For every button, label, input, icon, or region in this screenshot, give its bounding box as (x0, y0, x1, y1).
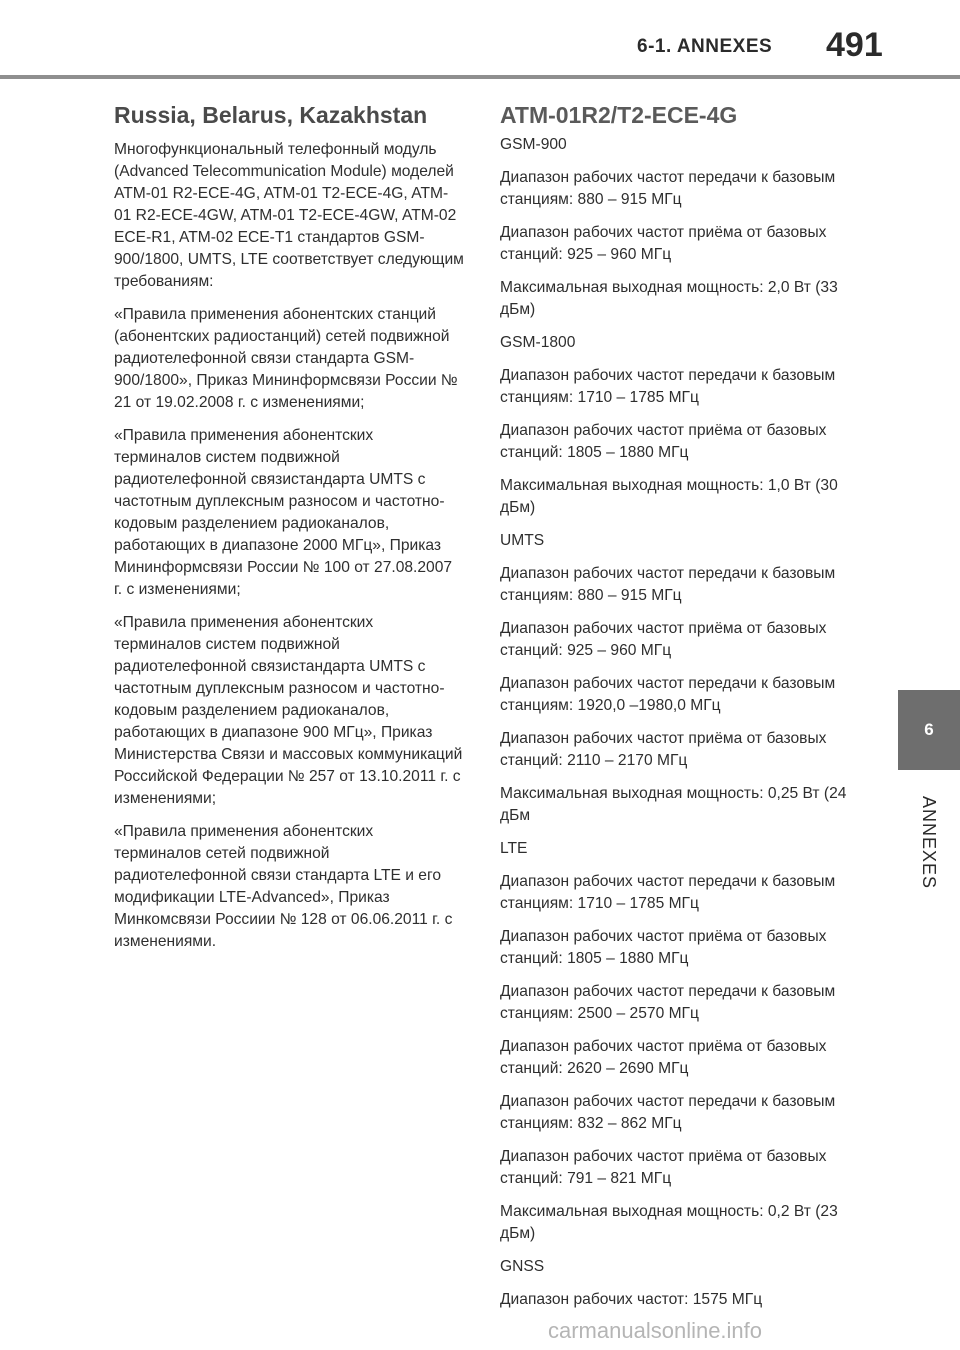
spec-line: Диапазон рабочих частот приёма от базовых станций: 1805 – 1880 МГц (500, 422, 827, 461)
chapter-label (900, 792, 958, 892)
band-label: UMTS (500, 532, 545, 549)
band-label: GSM-900 (500, 136, 567, 153)
model-heading: ATM-01R2/T2-ECE-4G (500, 102, 738, 128)
region-heading: Russia, Belarus, Kazakhstan (114, 102, 428, 128)
spec-line: Диапазон рабочих частот приёма от базовых станций: 2620 – 2690 МГц (500, 1038, 827, 1077)
spec-line: Диапазон рабочих частот передачи к базовым станциям: 880 – 915 МГц (500, 169, 836, 208)
left-paragraph: «Правила применения абонентских терминалов систем подвижной радиотелефонной связистандарта UMTS с частотным дуплексным разносом и частотно-кодовым разделением радиоканалов, работающих в диапазоне 2000 МГц», Приказ Мининформсвязи России № 100 от 27.08.2007 г. с изменениями; (114, 427, 453, 598)
chapter-number: 6 (924, 720, 934, 739)
right-column (500, 100, 852, 1322)
left-column (114, 100, 464, 964)
spec-line: Диапазон рабочих частот передачи к базовым станциям: 1710 – 1785 МГц (500, 873, 836, 912)
left-paragraph: «Правила применения абонентских терминалов сетей подвижной радиотелефонной связи стандарта LTE и его модификации LTE-Advanced», Приказ Минкомсвязи Россиии № 128 от 06.06.2011 г. с изменениями. (114, 823, 453, 950)
band-label: LTE (500, 840, 528, 857)
left-paragraph: Многофункциональный телефонный модуль (Advanced Telecommunication Module) моделей ATM-01 R2-ECE-4G, ATM-01 T2-ECE-4G, ATM-01 R2-ECE-4GW, ATM-01 T2-ECE-4GW, ATM-02 ECE-R1, ATM-02 ECE-T1 стандартов GSM-900/1800, UMTS, LTE соответствует следующим требованиям: (114, 141, 464, 290)
spec-line: Максимальная выходная мощность: 2,0 Вт (33 дБм) (500, 279, 838, 318)
band-label: GSM-1800 (500, 334, 576, 351)
spec-line: Диапазон рабочих частот приёма от базовых станций: 791 – 821 МГц (500, 1148, 827, 1187)
section-title: 6-1. ANNEXES (637, 36, 773, 57)
spec-line: Диапазон рабочих частот: 1575 МГц (500, 1291, 763, 1308)
spec-line: Диапазон рабочих частот передачи к базовым станциям: 880 – 915 МГц (500, 565, 836, 604)
spec-line: Диапазон рабочих частот передачи к базовым станциям: 832 – 862 МГц (500, 1093, 836, 1132)
page-number: 491 (826, 26, 883, 64)
watermark: carmanualsonline.info (548, 1318, 763, 1343)
spec-line: Максимальная выходная мощность: 1,0 Вт (30 дБм) (500, 477, 838, 516)
spec-line: Диапазон рабочих частот передачи к базовым станциям: 1710 – 1785 МГц (500, 367, 836, 406)
spec-line: Максимальная выходная мощность: 0,25 Вт (24 дБм (500, 785, 847, 824)
spec-line: Диапазон рабочих частот приёма от базовых станций: 925 – 960 МГц (500, 224, 827, 263)
chapter-label-text: ANNEXES (919, 795, 940, 889)
left-paragraph: «Правила применения абонентских станций (абонентских радиостанций) сетей подвижной радиотелефонной связи стандарта GSM-900/1800», Приказ Мининформсвязи России № 21 от 19.02.2008 г. с изменениями; (114, 306, 458, 411)
left-paragraph: «Правила применения абонентских терминалов систем подвижной радиотелефонной связистандарта UMTS с частотным дуплексным разносом и частотно-кодовым разделением радиоканалов, работающих в диапазоне 900 МГц», Приказ Министерства Связи и массовых коммуникаций Российской Федерации № 257 от 13.10.2011 г. с изменениями; (114, 614, 463, 807)
header-divider (0, 75, 960, 79)
spec-line: Диапазон рабочих частот приёма от базовых станций: 1805 – 1880 МГц (500, 928, 827, 967)
spec-line: Диапазон рабочих частот приёма от базовых станций: 2110 – 2170 МГц (500, 730, 827, 769)
band-label: GNSS (500, 1258, 545, 1275)
spec-line: Диапазон рабочих частот передачи к базовым станциям: 2500 – 2570 МГц (500, 983, 836, 1022)
spec-line: Диапазон рабочих частот приёма от базовых станций: 925 – 960 МГц (500, 620, 827, 659)
spec-line: Диапазон рабочих частот передачи к базовым станциям: 1920,0 –1980,0 МГц (500, 675, 836, 714)
spec-line: Максимальная выходная мощность: 0,2 Вт (23 дБм) (500, 1203, 838, 1242)
chapter-tab[interactable] (898, 690, 960, 770)
